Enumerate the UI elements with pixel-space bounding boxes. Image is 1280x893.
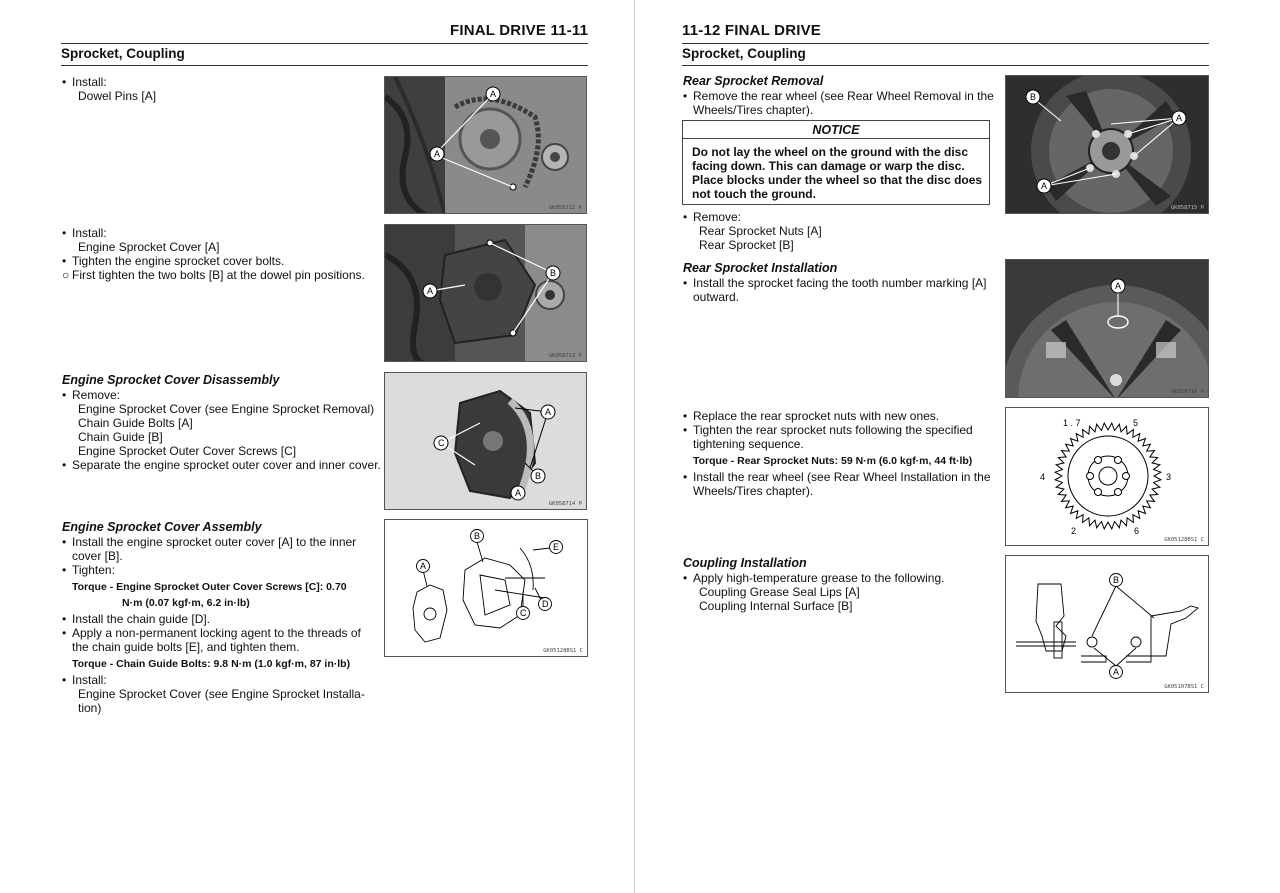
bullet-text-cont: Wheels/Tires chapter). — [693, 103, 814, 117]
replace-nuts-block: • Replace the rear sprocket nuts with new ones. • Tighten the rear sprocket nuts following the specified tightening sequence. Torque - Rear Sprocket Nuts: 59 N·m (6.0 kgf·m, 44 ft·lb) • Install the rear wheel (see Rear Wheel Installation in the Wheels/Tires chapter). — [683, 409, 993, 498]
notice-line: facing down. This can damage or warp the disc. — [692, 159, 965, 173]
remove-block: • Remove: Rear Sprocket Nuts [A] Rear Sprocket [B] — [683, 210, 993, 252]
list-item: Coupling Grease Seal Lips [A] — [699, 585, 860, 599]
figure-code: GK058712 P — [548, 205, 582, 211]
figure-code: GK058715 P — [1170, 205, 1204, 211]
cover-disassembly-photo — [384, 372, 587, 510]
bullet-text: Install the rear wheel (see Rear Wheel Installation in the — [693, 470, 991, 484]
figure-code: GK058716 P — [1170, 389, 1204, 395]
notice-line: Place blocks under the wheel so that the disc does — [692, 173, 983, 187]
notice-line: Do not lay the wheel on the ground with the disc — [692, 145, 969, 159]
bullet-text: Tighten the engine sprocket cover bolts. — [72, 254, 285, 268]
list-item: Engine Sprocket Outer Cover Screws [C] — [78, 444, 297, 458]
page-header: 11-12 FINAL DRIVE — [682, 22, 822, 39]
tooth-marking-photo — [1005, 259, 1209, 398]
list-item: Rear Sprocket Nuts [A] — [699, 224, 822, 238]
callout-label: D — [542, 599, 549, 609]
section-title: Sprocket, Coupling — [61, 46, 185, 61]
sequence-label: 1 . 7 — [1063, 418, 1081, 428]
callout-label: A — [420, 561, 427, 571]
callout-label: C — [520, 608, 527, 618]
figure-code: GK05128BS1 C — [1164, 537, 1204, 543]
dowel-pins-photo — [384, 76, 587, 214]
page-gutter — [634, 0, 635, 893]
subsection-title: Engine Sprocket Cover Disassembly — [62, 373, 280, 387]
bullet-text-cont: tightening sequence. — [693, 437, 804, 451]
callout-label: B — [474, 531, 481, 541]
torque-spec-cont: N·m (0.07 kgf·m, 6.2 in·lb) — [122, 597, 250, 609]
installation-block: Rear Sprocket Installation • Install the sprocket facing the tooth number marking [A] outward. — [683, 261, 993, 304]
notice-line: not touch the ground. — [692, 187, 816, 201]
callout-label: A — [490, 89, 497, 99]
list-item: Engine Sprocket Cover (see Engine Sprocket Removal) — [78, 402, 375, 416]
bullet-text-cont: outward. — [693, 290, 740, 304]
install-cover-block: • Install: Engine Sprocket Cover [A] • Tighten the engine sprocket cover bolts. ○ First tighten the two bolts [B] at the dowel pin positions. — [62, 226, 374, 282]
list-item: Engine Sprocket Cover (see Engine Sprocket Installa- — [78, 687, 365, 701]
list-item: tion) — [78, 701, 102, 715]
callout-label: B — [1113, 575, 1120, 585]
notice-body — [683, 139, 989, 207]
bullet-text-cont: the chain guide bolts [E], and tighten them. — [72, 640, 300, 654]
figure-code: GK058713 P — [548, 353, 582, 359]
figure-code: GK058714 P — [548, 501, 582, 507]
bullet-text: Remove the rear wheel (see Rear Wheel Removal in the — [693, 89, 994, 103]
sequence-label: 3 — [1166, 472, 1172, 482]
section-title: Sprocket, Coupling — [682, 46, 806, 61]
callout-label: E — [553, 542, 560, 552]
subsection-title: Coupling Installation — [683, 556, 807, 570]
tightening-sequence-diagram — [1005, 407, 1209, 546]
callout-label: A — [1113, 667, 1120, 677]
bullet-text: Separate the engine sprocket outer cover and inner cover. — [72, 458, 381, 472]
torque-spec: Torque - Chain Guide Bolts: 9.8 N·m (1.0 kgf·m, 87 in·lb) — [72, 658, 351, 670]
disassembly-block: Engine Sprocket Cover Disassembly • Remove: Engine Sprocket Cover (see Engine Sprocket Removal) Chain Guide Bolts [A] Chain Guide [B] Engine Sprocket Outer Cover Screws [C] • Separate the engine sprocket outer cover and inner cover. — [62, 373, 381, 472]
section-rule — [61, 65, 588, 66]
subsection-title: Rear Sprocket Installation — [683, 261, 838, 275]
bullet-text: Apply high-temperature grease to the following. — [693, 571, 945, 585]
figure-code: GK05107BS1 C — [1164, 684, 1204, 690]
bullet-text: Install: — [72, 673, 107, 687]
callout-label: A — [515, 488, 522, 498]
list-item: Dowel Pins [A] — [78, 89, 157, 103]
list-item: Chain Guide [B] — [78, 430, 163, 444]
bullet-text: Tighten the rear sprocket nuts following the specified — [693, 423, 973, 437]
callout-label: B — [535, 471, 542, 481]
section-rule — [682, 65, 1209, 66]
figure-code: GK05128BS1 C — [543, 648, 583, 654]
bullet-text: Install the chain guide [D]. — [72, 612, 211, 626]
header-rule — [682, 43, 1209, 44]
list-item: Coupling Internal Surface [B] — [699, 599, 853, 613]
right-page — [636, 0, 1280, 893]
bullet-text: Tighten: — [72, 563, 115, 577]
coupling-diagram — [1005, 555, 1209, 693]
bullet-text: Install the engine sprocket outer cover [A] to the inner — [72, 535, 357, 549]
page-header: FINAL DRIVE 11-11 — [450, 22, 589, 39]
sprocket-cover-photo — [384, 224, 587, 362]
callout-label: A — [1176, 113, 1183, 123]
sequence-label: 4 — [1040, 472, 1046, 482]
torque-spec: Torque - Engine Sprocket Outer Cover Screws [C]: 0.70 — [72, 581, 347, 593]
callout-label: A — [545, 407, 552, 417]
callout-label: B — [1030, 92, 1037, 102]
coupling-block: Coupling Installation • Apply high-temperature grease to the following. Coupling Grease Seal Lips [A] Coupling Internal Surface [B] — [683, 556, 993, 613]
bullet-text: Apply a non-permanent locking agent to the threads of — [72, 626, 361, 640]
sequence-label: 2 — [1071, 526, 1077, 536]
subsection-title: Rear Sprocket Removal — [683, 74, 824, 88]
assembly-block: Engine Sprocket Cover Assembly • Install the engine sprocket outer cover [A] to the inner cover [B]. • Tighten: Torque - Engine Sprocket Outer Cover Screws [C]: 0.70 N·m (0.07 kgf·m, 6.2 in·lb) • Install the chain guide [D]. • Apply a non-permanent locking agent to the threads of the chain guide bolts [E], and tighten them. Torque - Chain Guide Bolts: 9.8 N·m (1.0 kgf·m, 87 in·lb) • Install: Engine Sprocket Cover (see Engine Sprocket Installa- tion) — [62, 520, 370, 715]
bullet-text: Install: — [72, 75, 107, 89]
list-item: Chain Guide Bolts [A] — [78, 416, 193, 430]
callout-label: A — [427, 286, 434, 296]
callout-label: A — [1041, 181, 1048, 191]
callout-label: A — [1115, 281, 1122, 291]
cover-assembly-diagram — [384, 519, 588, 657]
notice-box — [682, 120, 990, 205]
sequence-label: 6 — [1134, 526, 1140, 536]
bullet-text: Install the sprocket facing the tooth number marking [A] — [693, 276, 987, 290]
sprocket-removal-photo — [1005, 75, 1209, 214]
install-dowel-block: • Install: Dowel Pins [A] — [62, 75, 374, 103]
removal-block: Rear Sprocket Removal • Remove the rear wheel (see Rear Wheel Removal in the Wheels/Tires chapter). — [683, 74, 994, 117]
bullet-text: Replace the rear sprocket nuts with new ones. — [693, 409, 940, 423]
bullet-text: Remove: — [72, 388, 121, 402]
bullet-text-cont: Wheels/Tires chapter). — [693, 484, 814, 498]
sequence-label: 5 — [1133, 418, 1139, 428]
bullet-text: Remove: — [693, 210, 742, 224]
callout-label: A — [434, 149, 441, 159]
bullet-text-cont: cover [B]. — [72, 549, 123, 563]
sub-step-text: First tighten the two bolts [B] at the dowel pin positions. — [72, 268, 365, 282]
bullet-text: Install: — [72, 226, 107, 240]
torque-spec: Torque - Rear Sprocket Nuts: 59 N·m (6.0 kgf·m, 44 ft·lb) — [693, 455, 973, 467]
left-page — [0, 0, 634, 893]
list-item: Engine Sprocket Cover [A] — [78, 240, 220, 254]
list-item: Rear Sprocket [B] — [699, 238, 794, 252]
callout-label: B — [550, 268, 557, 278]
header-rule — [61, 43, 588, 44]
notice-title: NOTICE — [683, 121, 989, 139]
subsection-title: Engine Sprocket Cover Assembly — [62, 520, 262, 534]
callout-label: C — [438, 438, 445, 448]
